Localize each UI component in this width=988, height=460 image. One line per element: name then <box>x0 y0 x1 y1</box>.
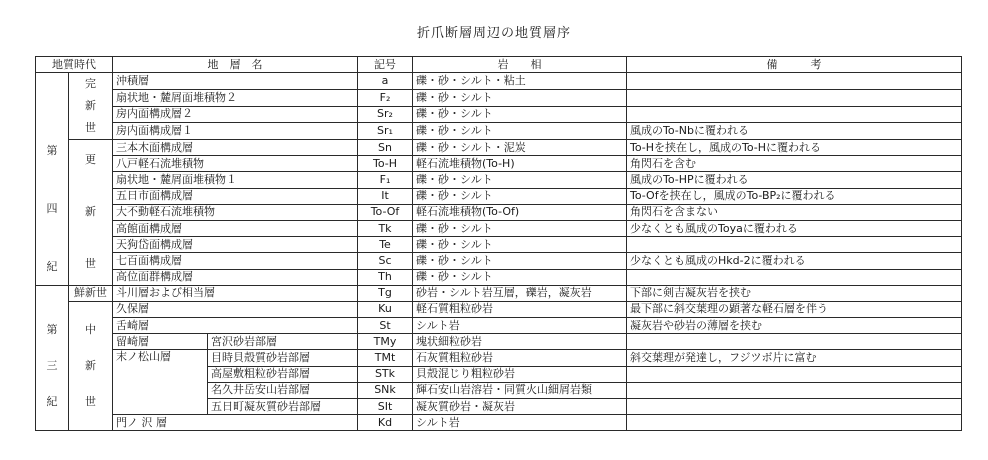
stratigraphy-table <box>35 56 962 431</box>
formation-lithology: 礫・砂・シルト <box>413 269 627 285</box>
formation-remark <box>627 73 962 90</box>
table-row <box>36 301 962 317</box>
formation-symbol: F₁ <box>358 172 413 188</box>
formation-name: 扇状地・麓屑面堆積物１ <box>113 172 358 188</box>
formation-lithology: 砂岩・シルト岩互層，礫岩，凝灰岩 <box>413 285 627 301</box>
formation-symbol: Te <box>358 237 413 253</box>
formation-name: 末ノ松山層 <box>113 350 208 415</box>
formation-remark: 少なくとも風成のHkd-2に覆われる <box>627 253 962 269</box>
member-name: 宮沢砂岩部層 <box>208 334 358 350</box>
formation-symbol: Sc <box>358 253 413 269</box>
formation-symbol: Tk <box>358 220 413 236</box>
formation-symbol: Tg <box>358 285 413 301</box>
table-row <box>36 269 962 285</box>
formation-lithology: シルト岩 <box>413 415 627 431</box>
formation-name: 扇状地・麓屑面堆積物２ <box>113 89 358 106</box>
formation-lithology: 輝石安山岩溶岩・同質火山細屑岩類 <box>413 382 627 398</box>
epoch-pliocene: 鮮新世 <box>69 285 113 301</box>
formation-symbol: SIt <box>358 399 413 415</box>
header-age: 地質時代 <box>36 57 113 73</box>
table-row <box>36 285 962 301</box>
table-row <box>36 156 962 172</box>
formation-remark: 角閃石を含む <box>627 156 962 172</box>
formation-symbol: TMy <box>358 334 413 350</box>
formation-lithology: 礫・砂・シルト <box>413 237 627 253</box>
formation-remark <box>627 334 962 350</box>
formation-remark <box>627 366 962 382</box>
formation-name: 沖積層 <box>113 73 358 90</box>
formation-lithology: 礫・砂・シルト <box>413 123 627 140</box>
formation-symbol: Kd <box>358 415 413 431</box>
formation-symbol: Sr₂ <box>358 106 413 123</box>
formation-symbol: Th <box>358 269 413 285</box>
formation-remark: 下部に剣吉凝灰岩を挟む <box>627 285 962 301</box>
epoch-pleistocene: 更 新 世 <box>69 140 113 286</box>
epoch-holocene: 完 新 世 <box>69 73 113 140</box>
member-name: 目時貝殻質砂岩部層 <box>208 350 358 366</box>
table-row <box>36 73 962 90</box>
formation-remark: 風成のTo-HPに覆われる <box>627 172 962 188</box>
formation-remark: 風成のTo-Nbに覆われる <box>627 123 962 140</box>
formation-lithology: 石灰質粗粒砂岩 <box>413 350 627 366</box>
formation-remark <box>627 269 962 285</box>
formation-remark <box>627 382 962 398</box>
member-name: 高屋敷粗粒砂岩部層 <box>208 366 358 382</box>
table-row <box>36 204 962 220</box>
member-name: 五日町凝灰質砂岩部層 <box>208 399 358 415</box>
era-quaternary: 第 四 紀 <box>36 73 69 286</box>
formation-name: 高位面群構成層 <box>113 269 358 285</box>
header-symbol: 記号 <box>358 57 413 73</box>
table-row <box>36 123 962 140</box>
table-row <box>36 140 962 156</box>
formation-symbol: a <box>358 73 413 90</box>
formation-name: 八戸軽石流堆積物 <box>113 156 358 172</box>
formation-remark: To-Hを挟在し，風成のTo-Hに覆われる <box>627 140 962 156</box>
formation-name: 久保層 <box>113 301 358 317</box>
formation-lithology: シルト岩 <box>413 318 627 334</box>
formation-name: 大不動軽石流堆積物 <box>113 204 358 220</box>
header-row <box>36 57 962 73</box>
formation-remark <box>627 237 962 253</box>
header-formation: 地 層 名 <box>113 57 358 73</box>
formation-name: 天狗岱面構成層 <box>113 237 358 253</box>
table-row <box>36 89 962 106</box>
formation-symbol: TMt <box>358 350 413 366</box>
table-row <box>36 220 962 236</box>
formation-lithology: 凝灰質砂岩・凝灰岩 <box>413 399 627 415</box>
formation-lithology: 塊状細粒砂岩 <box>413 334 627 350</box>
formation-remark <box>627 415 962 431</box>
formation-symbol: To-Of <box>358 204 413 220</box>
member-name: 名久井岳安山岩部層 <box>208 382 358 398</box>
table-row <box>36 415 962 431</box>
formation-symbol: Ku <box>358 301 413 317</box>
formation-remark: To-Ofを挟在し，風成のTo-BP₂に覆われる <box>627 188 962 204</box>
table-row <box>36 237 962 253</box>
formation-remark: 凝灰岩や砂岩の薄層を挟む <box>627 318 962 334</box>
table-row <box>36 172 962 188</box>
formation-lithology: 礫・砂・シルト <box>413 188 627 204</box>
formation-remark <box>627 89 962 106</box>
epoch-miocene: 中 新 世 <box>69 301 113 431</box>
formation-name: 房内面構成層２ <box>113 106 358 123</box>
formation-lithology: 軽石流堆積物(To-H) <box>413 156 627 172</box>
formation-remark <box>627 106 962 123</box>
header-lithology: 岩 相 <box>413 57 627 73</box>
table-row <box>36 188 962 204</box>
formation-remark: 最下部に斜交葉理の顕著な軽石層を伴う <box>627 301 962 317</box>
table-row <box>36 350 962 366</box>
formation-symbol: STk <box>358 366 413 382</box>
formation-name: 房内面構成層１ <box>113 123 358 140</box>
formation-lithology: 軽石質粗粒砂岩 <box>413 301 627 317</box>
formation-symbol: St <box>358 318 413 334</box>
table-row <box>36 253 962 269</box>
formation-lithology: 貝殻混じり粗粒砂岩 <box>413 366 627 382</box>
formation-symbol: It <box>358 188 413 204</box>
formation-name: 留崎層 <box>113 334 208 350</box>
table-row <box>36 318 962 334</box>
formation-symbol: Sr₁ <box>358 123 413 140</box>
formation-symbol: Sn <box>358 140 413 156</box>
formation-lithology: 礫・砂・シルト・粘土 <box>413 73 627 90</box>
header-remarks: 備 考 <box>627 57 962 73</box>
formation-remark <box>627 399 962 415</box>
formation-lithology: 礫・砂・シルト <box>413 172 627 188</box>
formation-name: 舌崎層 <box>113 318 358 334</box>
document-title: 折爪断層周辺の地質層序 <box>416 26 571 41</box>
formation-lithology: 礫・砂・シルト <box>413 106 627 123</box>
era-tertiary: 第 三 紀 <box>36 285 69 431</box>
formation-remark: 斜交葉理が発達し，フジツボ片に富む <box>627 350 962 366</box>
formation-name: 三本木面構成層 <box>113 140 358 156</box>
formation-lithology: 礫・砂・シルト <box>413 220 627 236</box>
formation-name: 五日市面構成層 <box>113 188 358 204</box>
formation-name: 門ノ 沢 層 <box>113 415 358 431</box>
formation-lithology: 礫・砂・シルト <box>413 89 627 106</box>
formation-lithology: 軽石流堆積物(To-Of) <box>413 204 627 220</box>
formation-remark: 少なくとも風成のToyaに覆われる <box>627 220 962 236</box>
formation-name: 七百面構成層 <box>113 253 358 269</box>
formation-name: 斗川層および相当層 <box>113 285 358 301</box>
formation-symbol: To-H <box>358 156 413 172</box>
formation-lithology: 礫・砂・シルト・泥炭 <box>413 140 627 156</box>
table-row <box>36 334 962 350</box>
formation-remark: 角閃石を含まない <box>627 204 962 220</box>
formation-symbol: F₂ <box>358 89 413 106</box>
formation-symbol: SNk <box>358 382 413 398</box>
formation-lithology: 礫・砂・シルト <box>413 253 627 269</box>
formation-name: 高館面構成層 <box>113 220 358 236</box>
table-row <box>36 106 962 123</box>
